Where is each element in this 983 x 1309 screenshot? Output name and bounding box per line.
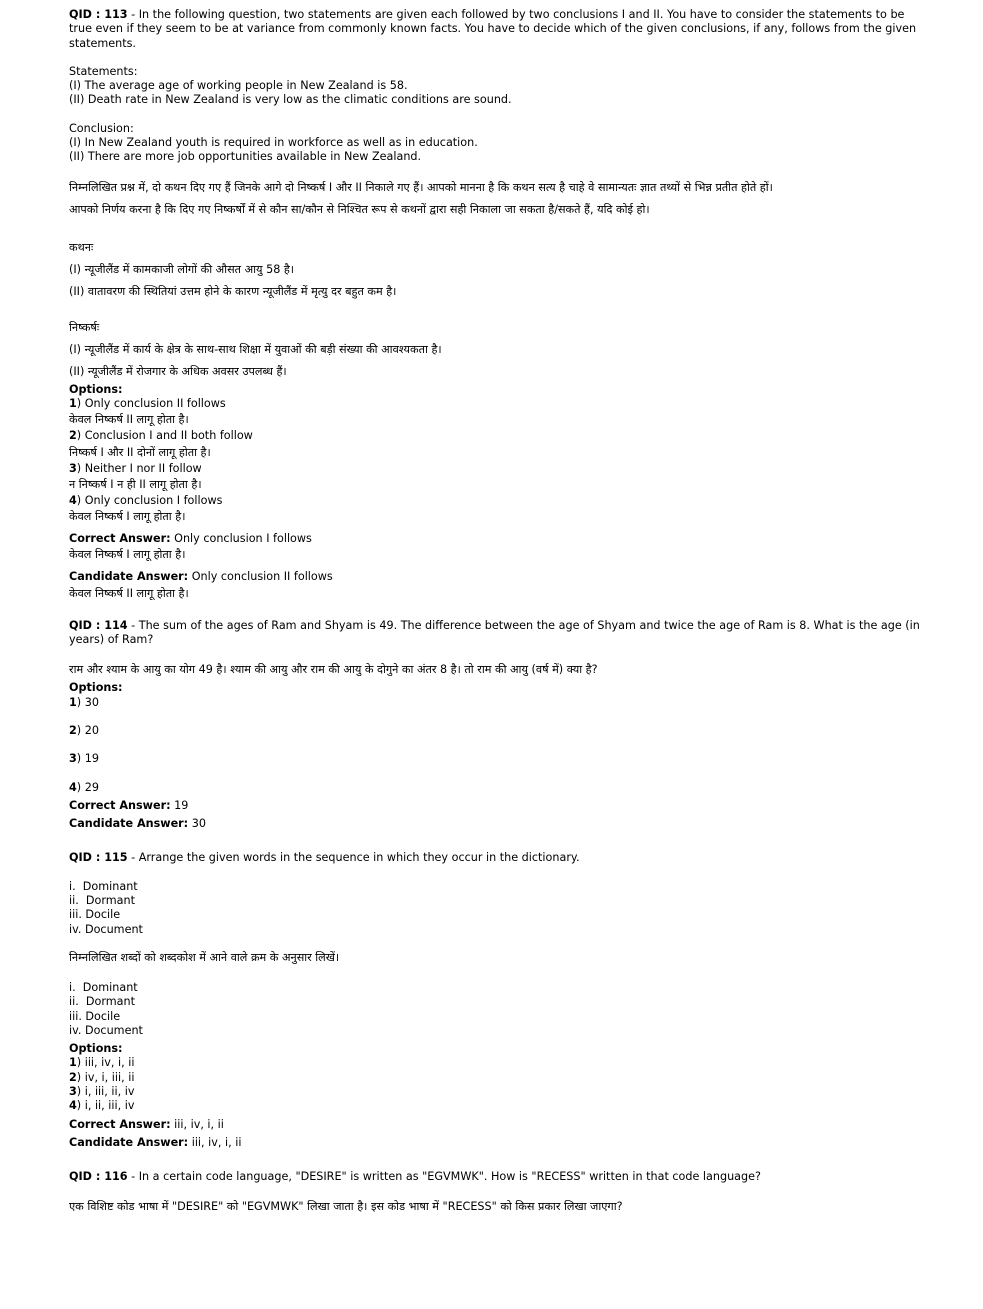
question-115 xyxy=(69,851,929,1150)
word-item: iii. Docile xyxy=(69,908,121,922)
statement-line: (II) Death rate in New Zealand is very low as the climatic conditions are sound. xyxy=(69,93,512,107)
question-text: QID : 115 - Arrange the given words in the sequence in which they occur in the dictionary. xyxy=(69,851,580,865)
option-1-hindi: केवल निष्कर्ष II लागू होता है। xyxy=(69,413,189,427)
candidate-answer: Candidate Answer: iii, iv, i, ii xyxy=(69,1135,242,1149)
question-text: QID : 114 - The sum of the ages of Ram and Shyam is 49. The difference between the age of Shyam and twice the age of Ram is 8. What is the age (in years) of Ram? xyxy=(69,618,920,647)
question-116 xyxy=(69,1170,929,1218)
option-2: 2) 20 xyxy=(69,723,99,737)
hindi-statements-label: कथनः xyxy=(69,240,94,254)
option-2: 2) iv, i, iii, ii xyxy=(69,1070,135,1084)
qid-label: QID : 116 xyxy=(69,1170,128,1184)
question-text: QID : 113 - In the following question, two statements are given each followed by two conclusions I and II. You have to consider the statements to be true even if they seem to be at variance from commonly known facts. You have to decide which of the given conclusions, if any, follows from the given statements. xyxy=(69,8,917,50)
hindi-statement-line: (I) न्यूजीलैंड में कामकाजी लोगों की औसत आयु 58 है। xyxy=(69,262,295,276)
statements-label: Statements: xyxy=(69,64,138,78)
option-2: 2) Conclusion I and II both follow xyxy=(69,429,253,443)
candidate-answer: Candidate Answer: 30 xyxy=(69,817,206,831)
option-1: 1) 30 xyxy=(69,695,99,709)
option-1: 1) iii, iv, i, ii xyxy=(69,1056,135,1070)
conclusion-line: (I) In New Zealand youth is required in workforce as well as in education. xyxy=(69,136,478,150)
option-3: 3) i, iii, ii, iv xyxy=(69,1084,135,1098)
hindi-question-text: आपको निर्णय करना है कि दिए गए निष्कर्षों में से कौन सा/कौन से निश्चित रूप से कथनों द्वारा सही निकाला जा सकता है/सकते हैं, यदि कोई हो। xyxy=(69,202,650,216)
option-3-hindi: न निष्कर्ष I न ही II लागू होता है। xyxy=(69,477,202,491)
word-item: iii. Docile xyxy=(69,1009,121,1023)
option-4: 4) i, ii, iii, iv xyxy=(69,1099,135,1113)
hindi-statement-line: (II) वातावरण की स्थितियां उत्तम होने के कारण न्यूजीलैंड में मृत्यु दर बहुत कम है। xyxy=(69,284,397,298)
correct-answer: Correct Answer: 19 xyxy=(69,798,189,812)
options-label: Options: xyxy=(69,681,123,695)
conclusion-line: (II) There are more job opportunities available in New Zealand. xyxy=(69,150,422,164)
option-3: 3) Neither I nor II follow xyxy=(69,461,202,475)
document-page xyxy=(69,8,929,1218)
hindi-conclusion-label: निष्कर्षः xyxy=(69,320,100,334)
options-label: Options: xyxy=(69,1042,123,1056)
option-2-hindi: निष्कर्ष I और II दोनों लागू होता है। xyxy=(69,445,211,459)
qid-label: QID : 113 xyxy=(69,8,128,21)
correct-answer-hindi: केवल निष्कर्ष I लागू होता है। xyxy=(69,548,186,562)
word-item: iv. Document xyxy=(69,922,143,936)
hindi-conclusion-line: (II) न्यूजीलैंड में रोजगार के अधिक अवसर उपलब्ध हैं। xyxy=(69,364,287,378)
candidate-answer-hindi: केवल निष्कर्ष II लागू होता है। xyxy=(69,586,189,600)
hindi-question-text: निम्नलिखित शब्दों को शब्दकोश में आने वाले क्रम के अनुसार लिखें। xyxy=(69,950,340,964)
hindi-question-text: राम और श्याम के आयु का योग 49 है। श्याम की आयु और राम की आयु के दोगुने का अंतर 8 है। तो राम की आयु (वर्ष में) क्या है? xyxy=(69,663,598,677)
question-text: QID : 116 - In a certain code language, "DESIRE" is written as "EGVMWK". How is "RECESS" written in that code language? xyxy=(69,1170,761,1184)
word-item: ii. Dormant xyxy=(69,894,135,908)
option-1: 1) Only conclusion II follows xyxy=(69,396,226,410)
option-4-hindi: केवल निष्कर्ष I लागू होता है। xyxy=(69,510,186,524)
conclusion-label: Conclusion: xyxy=(69,121,134,135)
question-114 xyxy=(69,619,929,832)
option-3: 3) 19 xyxy=(69,752,99,766)
hindi-question-text: निम्नलिखित प्रश्न में, दो कथन दिए गए हैं जिनके आगे दो निष्कर्ष I और II निकाले गए हैं। आपको मानना है कि कथन सत्य है चाहे वे सामान्यतः ज्ञात तथ्यों से भिन्न प्रतीत होते हों। xyxy=(69,180,773,194)
option-4: 4) Only conclusion I follows xyxy=(69,493,223,507)
candidate-answer: Candidate Answer: Only conclusion II follows xyxy=(69,570,333,584)
qid-label: QID : 114 xyxy=(69,618,128,632)
word-item: i. Dominant xyxy=(69,980,138,994)
word-item: iv. Document xyxy=(69,1023,143,1037)
option-4: 4) 29 xyxy=(69,780,99,794)
correct-answer: Correct Answer: Only conclusion I follows xyxy=(69,532,312,546)
hindi-conclusion-line: (I) न्यूजीलैंड में कार्य के क्षेत्र के साथ-साथ शिक्षा में युवाओं की बड़ी संख्या की आवश्यकता है। xyxy=(69,342,442,356)
word-item: i. Dominant xyxy=(69,879,138,893)
correct-answer: Correct Answer: iii, iv, i, ii xyxy=(69,1117,224,1131)
hindi-question-text: एक विशिष्ट कोड भाषा में "DESIRE" को "EGVMWK" लिखा जाता है। इस कोड भाषा में "RECESS" को किस प्रकार लिखा जाएगा? xyxy=(69,1200,623,1214)
qid-label: QID : 115 xyxy=(69,851,128,865)
word-item: ii. Dormant xyxy=(69,995,135,1009)
options-label: Options: xyxy=(69,382,123,396)
statement-line: (I) The average age of working people in New Zealand is 58. xyxy=(69,79,408,93)
question-113 xyxy=(69,8,929,603)
